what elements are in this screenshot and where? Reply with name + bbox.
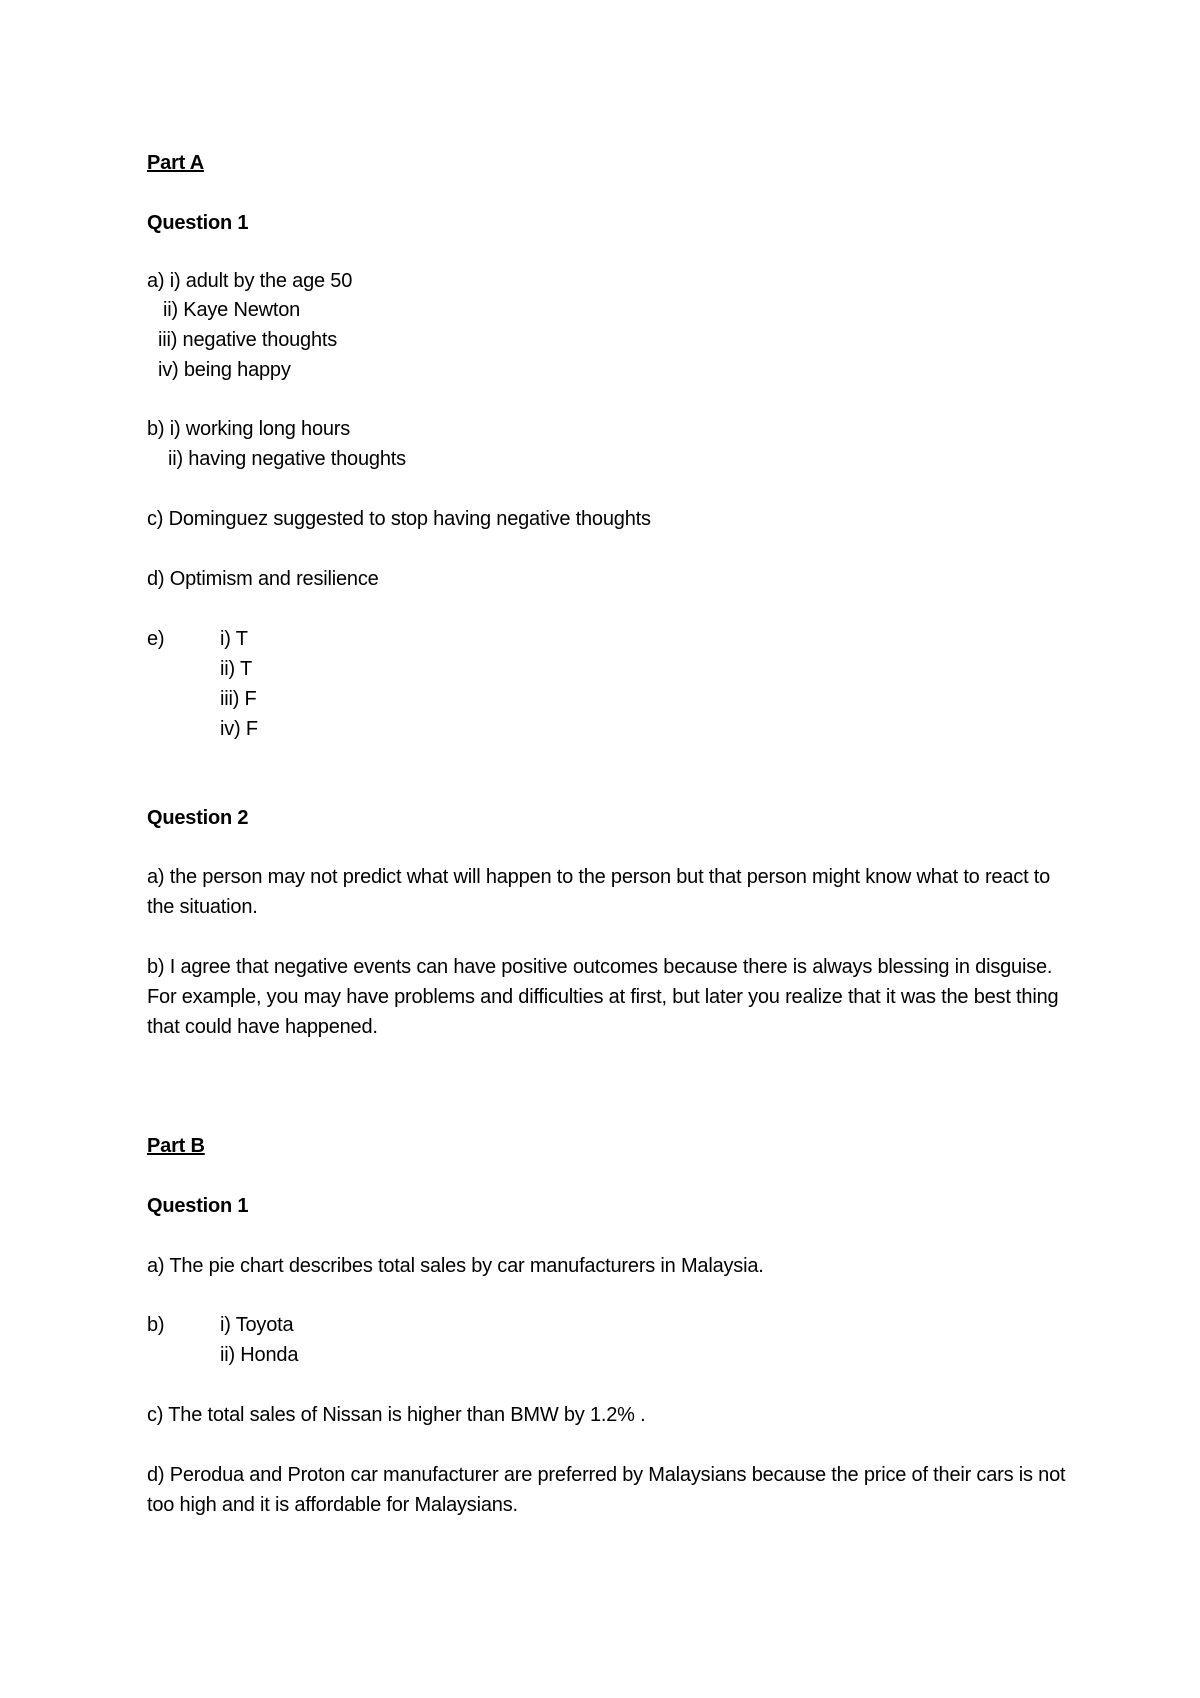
answer-2b: b) I agree that negative events can have positive outcomes because there is always blessing in disguise. For example, you may have problems and difficulties at first, but later you realize that it was the best thing that could have happened. — [147, 956, 1059, 1038]
answer-b1b-label: b) — [147, 1314, 165, 1336]
answer-1e-iii: iii) F — [220, 688, 257, 710]
answer-1a-ii: ii) Kaye Newton — [163, 299, 301, 321]
answer-1a-iv: iv) being happy — [158, 359, 291, 381]
answer-1e-label: e) — [147, 628, 165, 650]
part-b-question-1-heading: Question 1 — [147, 1195, 249, 1217]
answer-1e-ii: ii) T — [220, 658, 252, 680]
part-a-question-2-heading: Question 2 — [147, 807, 249, 829]
part-a-question-1-heading: Question 1 — [147, 212, 249, 234]
answer-2a: a) the person may not predict what will happen to the person but that person might know what to react to the situation. — [147, 866, 1051, 918]
part-b-heading: Part B — [147, 1135, 205, 1157]
answer-1e-i: i) T — [220, 628, 248, 650]
answer-1a-i: a) i) adult by the age 50 — [147, 270, 353, 292]
answer-1b-i: b) i) working long hours — [147, 418, 351, 440]
answer-1b-ii: ii) having negative thoughts — [168, 448, 406, 470]
answer-1c: c) Dominguez suggested to stop having negative thoughts — [147, 508, 651, 530]
answer-b1b-ii: ii) Honda — [220, 1344, 299, 1366]
answer-1e-iv: iv) F — [220, 718, 258, 740]
answer-b1c: c) The total sales of Nissan is higher than BMW by 1.2% . — [147, 1404, 646, 1426]
answer-1a-iii: iii) negative thoughts — [158, 329, 338, 351]
answer-b1a: a) The pie chart describes total sales by car manufacturers in Malaysia. — [147, 1255, 764, 1277]
answer-1d: d) Optimism and resilience — [147, 568, 379, 590]
part-a-heading: Part A — [147, 152, 204, 174]
answer-b1b-i: i) Toyota — [220, 1314, 294, 1336]
answer-b1d: d) Perodua and Proton car manufacturer are preferred by Malaysians because the price of their cars is not too high and it is affordable for Malaysians. — [147, 1464, 1066, 1516]
